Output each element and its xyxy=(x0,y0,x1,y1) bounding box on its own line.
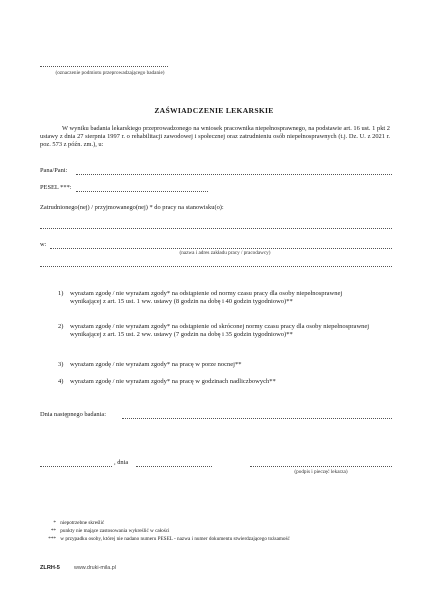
employed-label: Zatrudnionego(nej) / przyjmowanego(nej) * do pracy na stanowisku(o): xyxy=(40,204,224,211)
footnote xyxy=(40,520,104,527)
item-text: wyrażam zgodę / nie wyrażam zgody* na odstąpienie od normy czasu pracy dla osoby niepełnosprawnej wynikającej z art. 15 ust. 1 ww. ustawy (8 godzin na dobę i 40 godzin tygodniowo)** xyxy=(70,290,343,306)
employer-field[interactable] xyxy=(50,248,392,249)
footnote-mark: *** xyxy=(48,536,56,542)
footnote-mark: * xyxy=(53,520,56,526)
pesel-field[interactable] xyxy=(76,191,208,192)
item-text: wyrażam zgodę / nie wyrażam zgody* na pracę w godzinach nadliczbowych** xyxy=(70,378,276,385)
doctor-caption: (podpis i pieczęć lekarza) xyxy=(294,469,348,475)
date-label: , dnia xyxy=(114,459,129,466)
item-number: 1) xyxy=(58,290,64,297)
website: www.druki-mila.pl xyxy=(74,565,116,571)
item-number: 3) xyxy=(58,361,64,368)
form-code: ZLRH-5 xyxy=(40,565,60,571)
in-label: w: xyxy=(40,241,47,248)
place-field[interactable] xyxy=(40,466,112,467)
intro-paragraph: W wyniku badania lekarskiego przeprowadzonego na wniosek pracownika niepełnosprawnego, na podstawie art. 16 ust. 1 pkt 2 ustawy z dnia 27 sierpnia 1997 r. o rehabilitacji zawodowej i społecznej oraz zatrudnieniu osób niepełnosprawnych (t.j. Dz. U. z 2021 r. poz. 573 z późn. zm.), u: xyxy=(40,125,390,149)
stamp-caption: (oznaczenie podmiotu przeprowadzającego badanie) xyxy=(55,70,165,76)
name-label: Pana/Pani: xyxy=(40,167,68,174)
pesel-label: PESEL ***: xyxy=(40,184,72,191)
name-field[interactable] xyxy=(76,174,392,175)
footnote-text: punkty nie mające zastosowania wykreślić w całości xyxy=(60,528,170,534)
item-text: wyrażam zgodę / nie wyrażam zgody* na pracę w porze nocnej** xyxy=(70,361,242,368)
position-field[interactable] xyxy=(40,228,392,229)
item-text: wyrażam zgodę / nie wyrażam zgody* na odstąpienie od skróconej normy czasu pracy dla osoby niepełnosprawnej wynikającej z art. 15 ust. 2 ww. ustawy (7 godzin na dobę i 35 godzin tygodniowo)** xyxy=(70,323,370,339)
list-item xyxy=(58,361,370,371)
item-number: 2) xyxy=(58,323,64,330)
date-field[interactable] xyxy=(136,466,212,467)
document-title: ZAŚWIADCZENIE LEKARSKIE xyxy=(154,106,274,115)
list-item xyxy=(58,323,370,349)
employer-caption: (nazwa i adres zakładu pracy / pracodawcy) xyxy=(179,250,271,256)
footnote-text: niepotrzebne skreślić xyxy=(60,520,105,526)
footnote xyxy=(40,528,170,535)
list-item xyxy=(58,290,370,316)
footnote-text: w przypadku osoby, której nie nadano numeru PESEL - nazwa i numer dokumentu stwierdzającego tożsamość xyxy=(60,536,290,542)
next-exam-label: Dnia następnego badania: xyxy=(40,411,107,418)
footnote-mark: ** xyxy=(50,528,56,534)
item-number: 4) xyxy=(58,378,64,385)
employer-field-2[interactable] xyxy=(40,266,392,267)
footnote xyxy=(40,536,290,543)
next-exam-field[interactable] xyxy=(122,418,392,419)
stamp-line xyxy=(40,66,168,67)
list-item xyxy=(58,378,370,388)
signature-field[interactable] xyxy=(250,466,392,467)
